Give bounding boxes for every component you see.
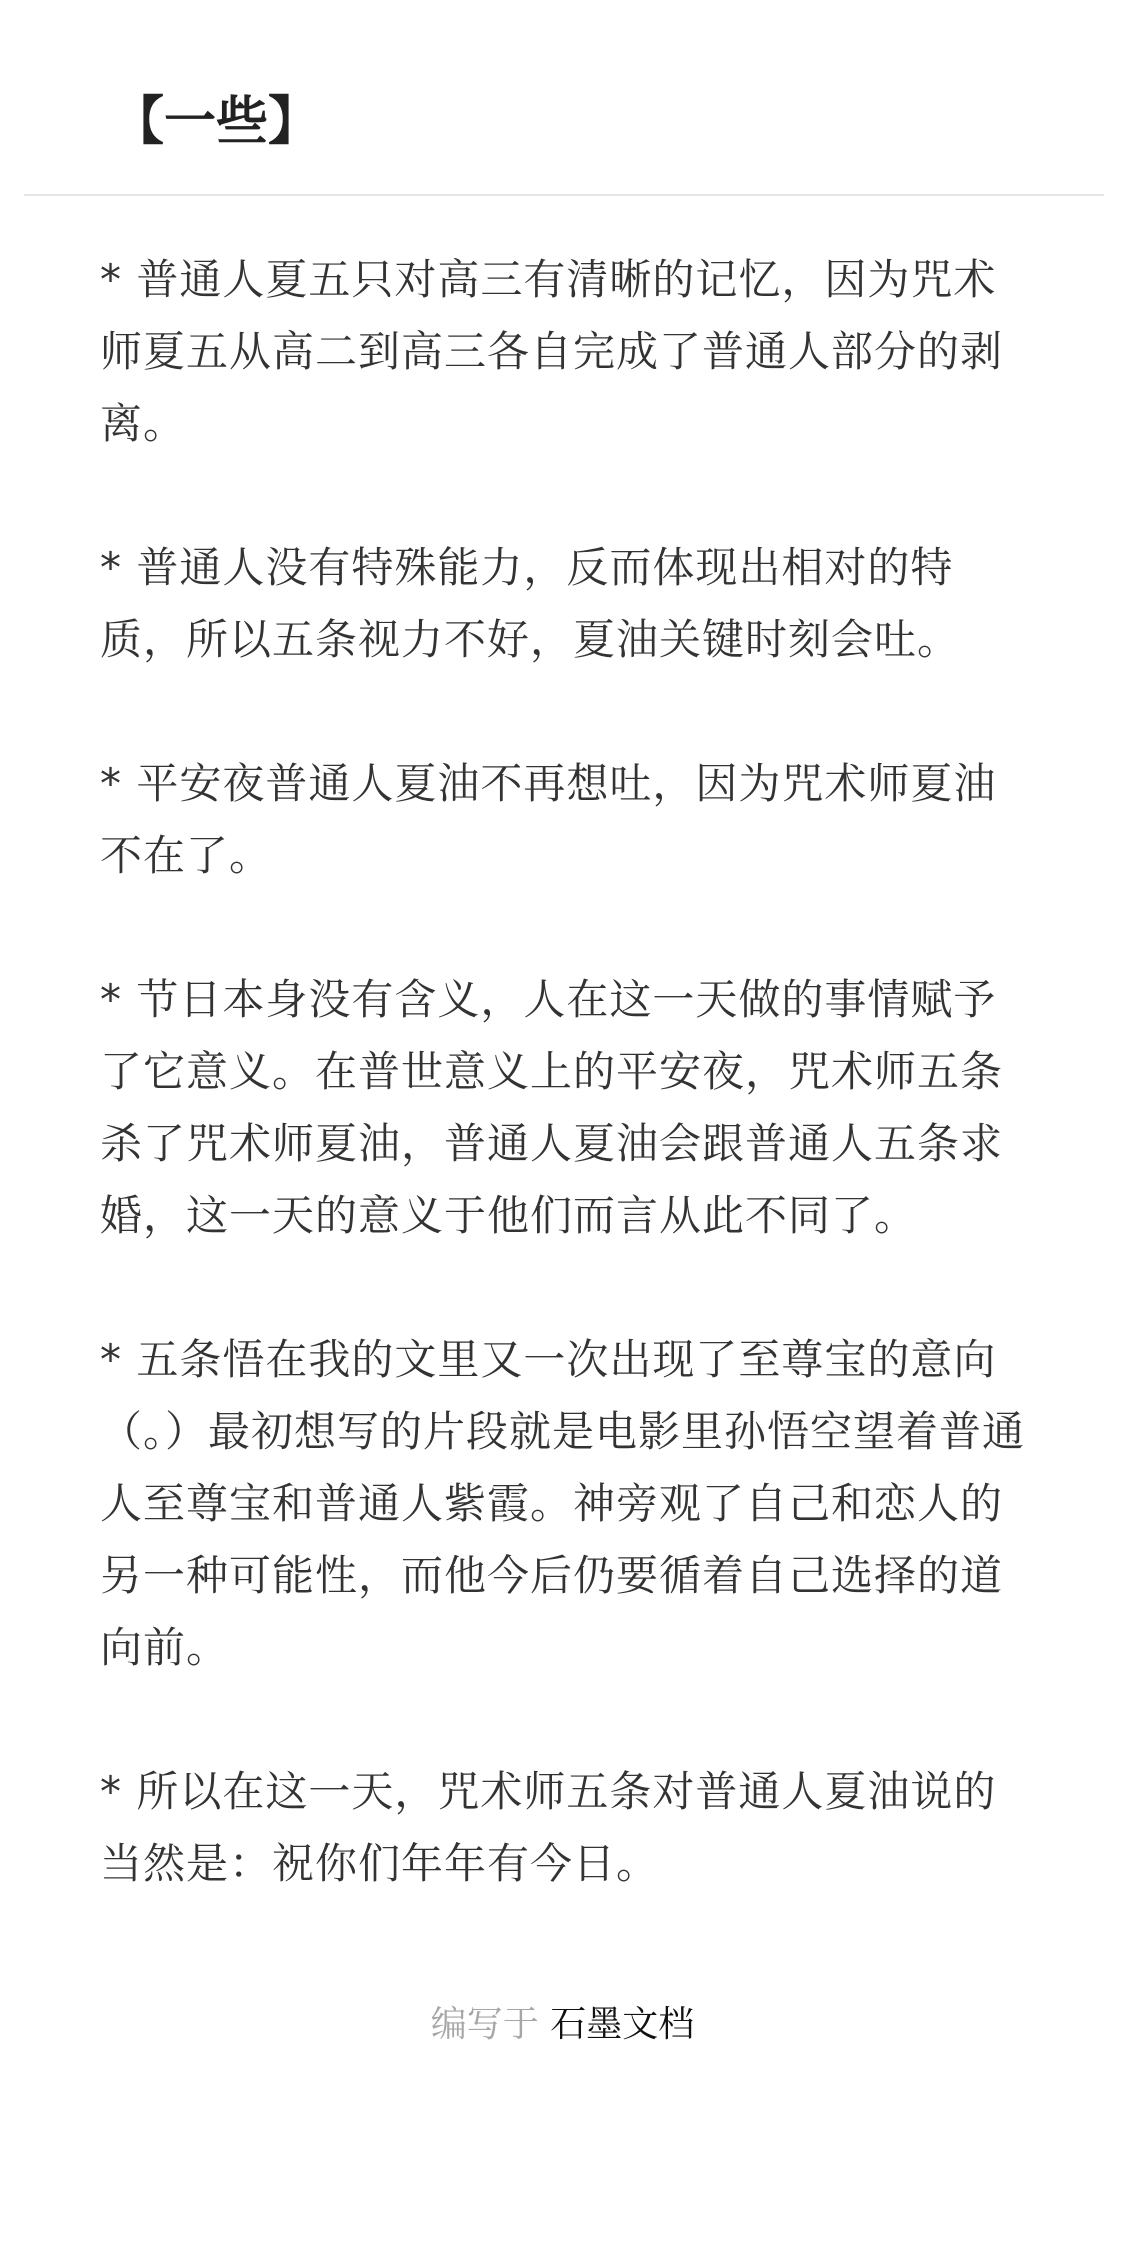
document-body [100,244,1030,1972]
paragraph: * 五条悟在我的文里又一次出现了至尊宝的意向（。）最初想写的片段就是电影里孙悟空望着普通人至尊宝和普通人紫霞。神旁观了自己和恋人的另一种可能性，而他今后仍要循着自己选择的道向前。 [100,1335,1026,1672]
paragraph: * 平安夜普通人夏油不再想吐，因为咒术师夏油不在了。 [100,759,997,880]
footer-brand-link[interactable]: 石墨文档 [550,2004,695,2045]
paragraph: * 节日本身没有含义，人在这一天做的事情赋予了它意义。在普世意义上的平安夜，咒术师五条杀了咒术师夏油，普通人夏油会跟普通人五条求婚，这一天的意义于他们而言从此不同了。 [100,975,1004,1240]
footer-prefix: 编写于 [430,2004,539,2045]
document-title: 【一些】 [112,92,321,152]
paragraph: * 所以在这一天，咒术师五条对普通人夏油说的当然是：祝你们年年有今日。 [100,1767,997,1888]
document-header [24,0,1104,196]
footer-attribution [0,2000,1125,2050]
paragraph: * 普通人夏五只对高三有清晰的记忆，因为咒术师夏五从高二到高三各自完成了普通人部分的剥离。 [100,255,1004,448]
paragraph: * 普通人没有特殊能力，反而体现出相对的特质，所以五条视力不好，夏油关键时刻会吐。 [100,543,961,664]
